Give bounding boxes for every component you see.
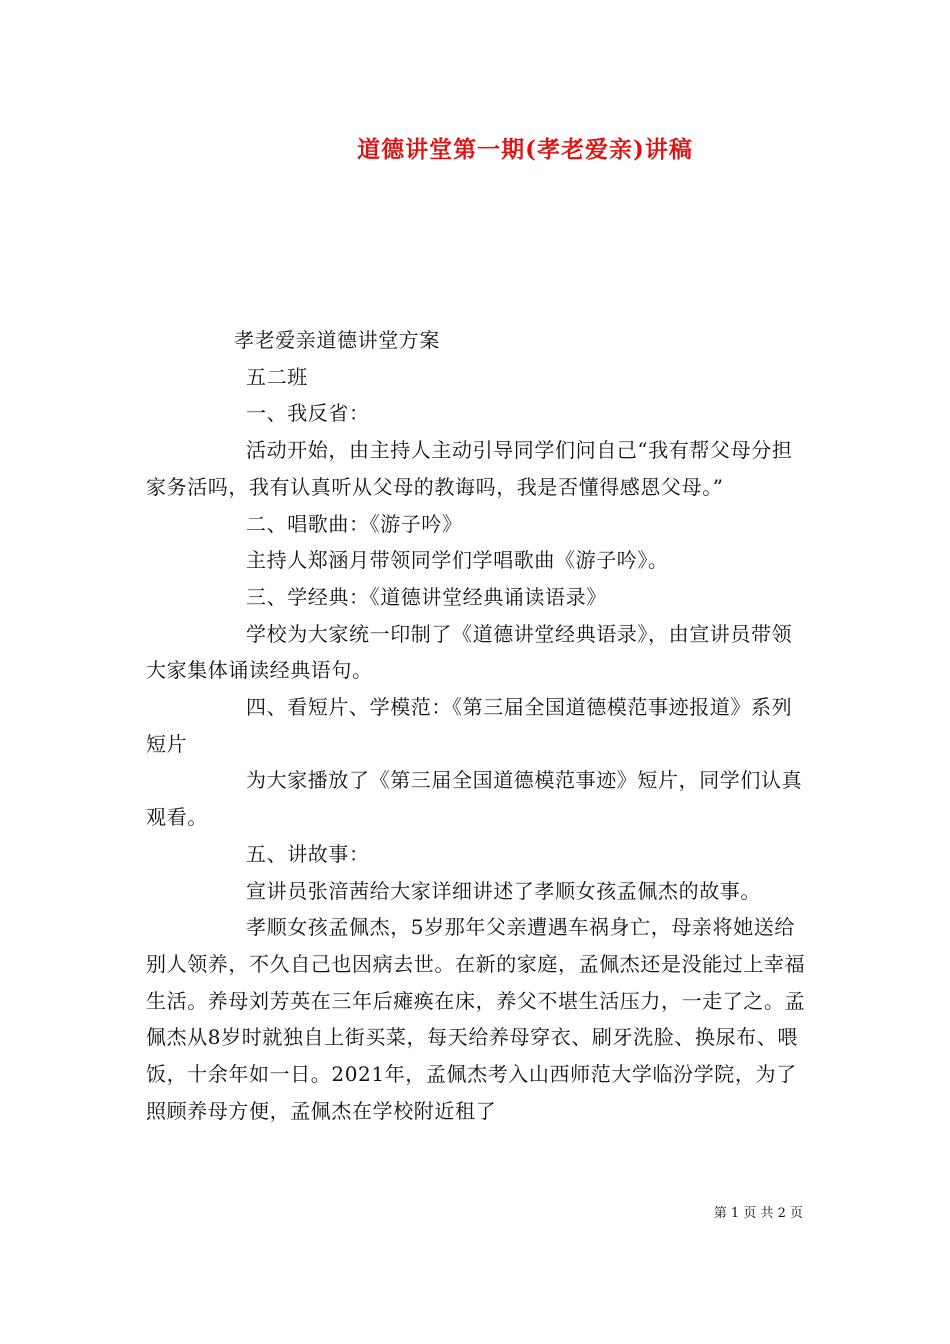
paragraph: 孝顺女孩孟佩杰，5岁那年父亲遭遇车祸身亡，母亲将她送给别人领养，不久自己也因病去世。在新的家庭，孟佩杰还是没能过上幸福生活。养母刘芳英在三年后瘫痪在床，养父不堪生活压力，一走了之。孟佩杰从8岁时就独自上街买菜，每天给养母穿衣、刷牙洗脸、换尿布、喂饭，十余年如一日。2021年，孟佩杰考入山西师范大学临汾学院，为了照顾养母方便，孟佩杰在学校附近租了	[146, 915, 806, 1123]
paragraph: 为大家播放了《第三届全国道德模范事迹》短片，同学们认真观看。	[146, 768, 803, 830]
section-heading: 五、讲故事：	[246, 841, 370, 866]
page-number-footer: 第 1 页 共 2 页	[713, 1206, 803, 1221]
plan-title: 孝老爱亲道德讲堂方案	[234, 328, 440, 352]
section-heading: 二、唱歌曲：《游子吟》	[246, 511, 463, 536]
section-heading: 四、看短片、学模范：《第三届全国道德模范事迹报道》系列短片	[146, 695, 793, 756]
paragraph: 宣讲员张湆茜给大家详细讲述了孝顺女孩孟佩杰的故事。	[246, 878, 761, 903]
document-title: 道德讲堂第一期(孝老爱亲)讲稿	[357, 136, 693, 163]
class-name: 五二班	[246, 364, 308, 389]
paragraph: 学校为大家统一印制了《道德讲堂经典语录》，由宣讲员带领大家集体诵读经典语句。	[146, 621, 793, 683]
section-heading: 一、我反省：	[246, 401, 370, 426]
paragraph: 活动开始，由主持人主动引导同学们问自己“我有帮父母分担家务活吗，我有认真听从父母的教诲吗，我是否懂得感恩父母。”	[146, 438, 793, 499]
paragraph: 主持人郑涵月带领同学们学唱歌曲《游子吟》。	[246, 548, 669, 573]
section-heading: 三、学经典：《道德讲堂经典诵读语录》	[246, 584, 607, 609]
document-body	[146, 322, 808, 1129]
